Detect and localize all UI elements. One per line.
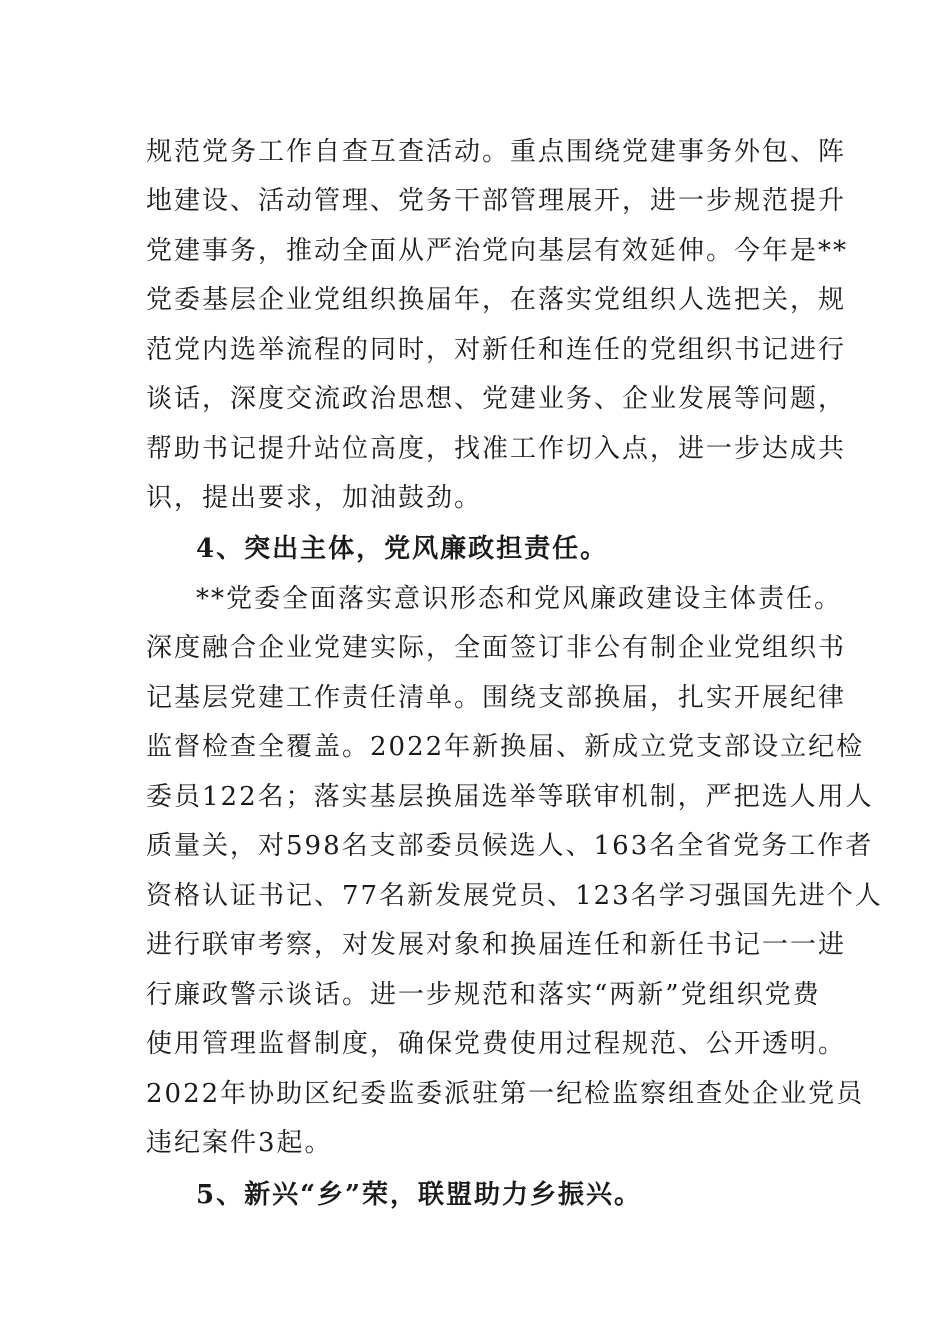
body-text-line: 进行联审考察，对发展对象和换届连任和新任书记一一进 <box>146 930 847 960</box>
body-text-line: 违纪案件3起。 <box>146 1128 333 1158</box>
body-text-line: **党委全面落实意识形态和党风廉政建设主体责任。 <box>196 584 843 614</box>
body-text-line: 规范党务工作自查互查活动。重点围绕党建事务外包、阵 <box>146 137 847 167</box>
section-heading-5: 5、新兴“乡”荣，联盟助力乡振兴。 <box>196 1180 643 1210</box>
body-text-line: 识，提出要求，加油鼓劲。 <box>146 483 483 513</box>
body-text-line: 谈话，深度交流政治思想、党建业务、企业发展等问题， <box>146 384 847 414</box>
body-text-line: 质量关，对598名支部委员候选人、163名全省党务工作者 <box>146 831 874 861</box>
body-text-line: 党建事务，推动全面从严治党向基层有效延伸。今年是** <box>146 236 849 266</box>
body-text-line: 深度融合企业党建实际，全面签订非公有制企业党组织书 <box>146 633 847 663</box>
body-text-line: 委员122名；落实基层换届选举等联审机制，严把选人用人 <box>146 782 874 812</box>
body-text-line: 范党内选举流程的同时，对新任和连任的党组织书记进行 <box>146 335 847 365</box>
body-text-line: 记基层党建工作责任清单。围绕支部换届，扎实开展纪律 <box>146 683 847 713</box>
body-text-line: 地建设、活动管理、党务干部管理展开，进一步规范提升 <box>146 186 847 216</box>
body-text-line: 行廉政警示谈话。进一步规范和落实“两新”党组织党费 <box>146 980 821 1010</box>
body-text-line: 2022年协助区纪委监委派驻第一纪检监察组查处企业党员 <box>146 1079 865 1109</box>
body-text-line: 使用管理监督制度，确保党费使用过程规范、公开透明。 <box>146 1029 847 1059</box>
body-text-line: 帮助书记提升站位高度，找准工作切入点，进一步达成共 <box>146 434 847 464</box>
body-text-line: 资格认证书记、77名新发展党员、123名学习强国先进个人 <box>146 881 883 911</box>
section-heading-4: 4、突出主体，党风廉政担责任。 <box>196 534 609 564</box>
body-text-line: 监督检查全覆盖。2022年新换届、新成立党支部设立纪检 <box>146 732 865 762</box>
body-text-line: 党委基层企业党组织换届年，在落实党组织人选把关，规 <box>146 285 847 315</box>
